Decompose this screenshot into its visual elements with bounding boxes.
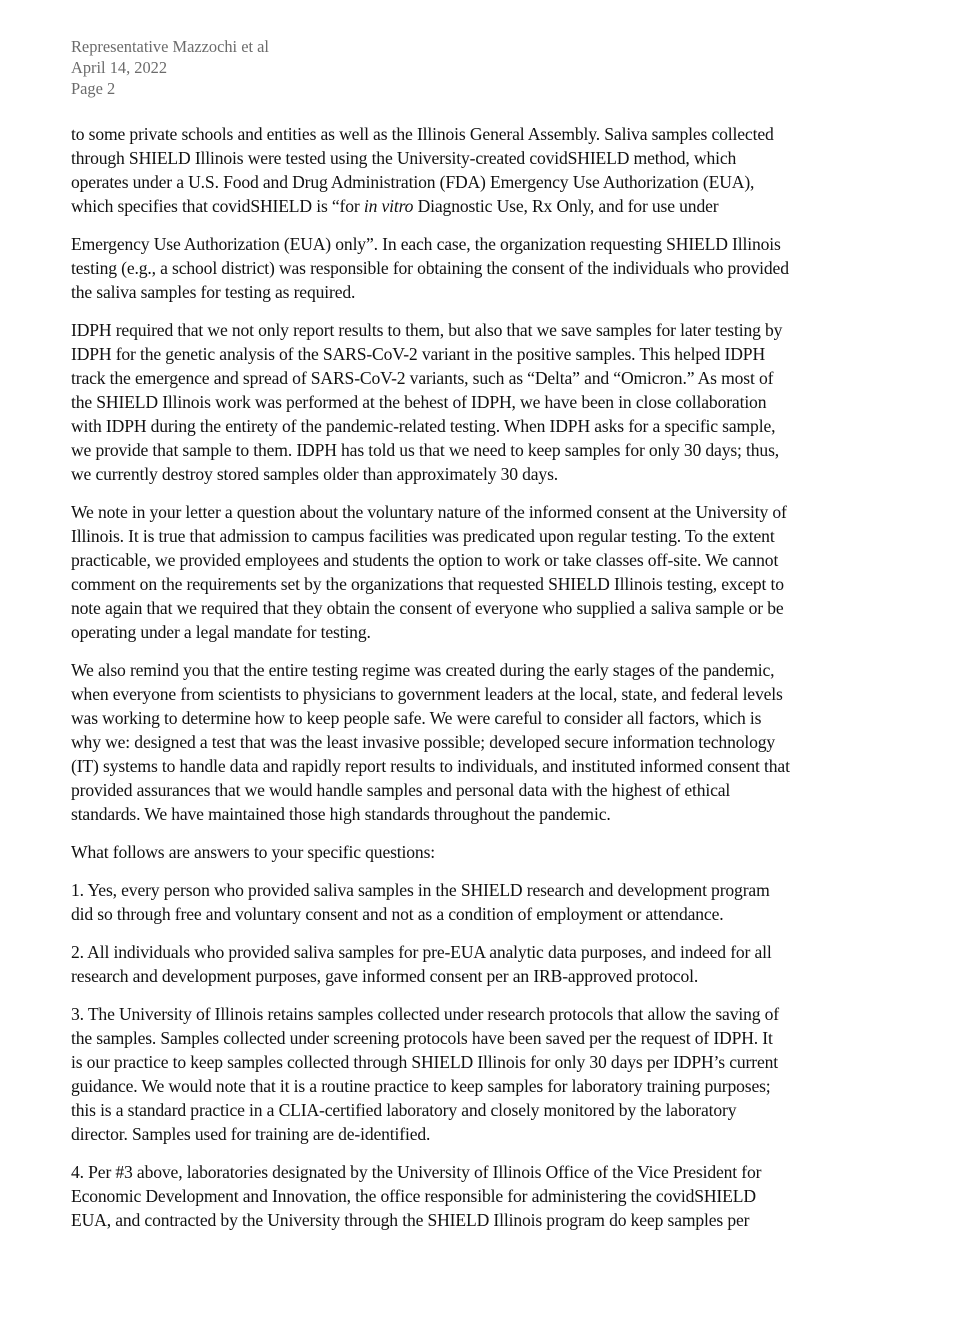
text-line: provided assurances that we would handle samples and personal data with the highest of ethical [71,780,731,800]
text-line: we currently destroy stored samples older than approximately 30 days. [71,464,559,484]
text-line: What follows are answers to your specific questions: [71,842,436,862]
letter-header [71,36,901,99]
text-line: standards. We have maintained those high standards throughout the pandemic. [71,804,611,824]
text-line: why we: designed a test that was the least invasive possible; developed secure information technology [71,732,776,752]
text-line: 3. The University of Illinois retains samples collected under research protocols that allow the saving of [71,1004,779,1024]
letter-page [71,36,901,1246]
text-line: 1. Yes, every person who provided saliva samples in the SHIELD research and development program [71,880,770,900]
text-line: Emergency Use Authorization (EUA) only”. In each case, the organization requesting SHIELD Illinois [71,234,781,254]
text-line: is our practice to keep samples collected through SHIELD Illinois for only 30 days per IDPH’s current [71,1052,778,1072]
text-line: 4. Per #3 above, laboratories designated by the University of Illinois Office of the Vice President for [71,1162,762,1182]
answer-item-1 [71,878,901,926]
text-line [71,194,901,218]
text-line: the SHIELD Illinois work was performed at the behest of IDPH, we have been in close collaboration [71,392,767,412]
text-line: the saliva samples for testing as required. [71,282,356,302]
text-line: we provide that sample to them. IDPH has told us that we need to keep samples for only 30 days; thus, [71,440,780,460]
text-line: IDPH for the genetic analysis of the SARS-CoV-2 variant in the positive samples. This helped IDPH [71,344,765,364]
text-line: practicable, we provided employees and students the option to work or take classes off-site. We cannot [71,550,779,570]
text-line: note again that we required that they obtain the consent of everyone who supplied a saliva sample or be [71,598,784,618]
paragraph-idph-requirements [71,318,901,486]
header-recipient: Representative Mazzochi et al [71,37,269,56]
text-line: We note in your letter a question about the voluntary nature of the informed consent at the University of [71,502,787,522]
answer-item-4 [71,1160,901,1232]
text-line: guidance. We would note that it is a routine practice to keep samples for laboratory training purposes; [71,1076,771,1096]
text-line: was working to determine how to keep people safe. We were careful to consider all factors, which is [71,708,762,728]
text-line: testing (e.g., a school district) was responsible for obtaining the consent of the individuals who provided [71,258,789,278]
text-line: Economic Development and Innovation, the office responsible for administering the covidSHIELD [71,1186,756,1206]
paragraph-consent-responsibility [71,232,901,304]
answer-item-2 [71,940,901,988]
paragraph-continuation [71,122,901,218]
header-date: April 14, 2022 [71,58,168,77]
text-line: track the emergence and spread of SARS-CoV-2 variants, such as “Delta” and “Omicron.” As most of [71,368,774,388]
italic-term-in-vitro: in vitro [363,196,414,216]
text-line: research and development purposes, gave informed consent per an IRB-approved protocol. [71,966,699,986]
text-line: did so through free and voluntary consent and not as a condition of employment or attendance. [71,904,724,924]
text-line: Illinois. It is true that admission to campus facilities was predicated upon regular testing. To the extent [71,526,775,546]
text-line: (IT) systems to handle data and rapidly report results to individuals, and instituted informed consent that [71,756,790,776]
paragraph-voluntary-nature [71,500,901,644]
text-line: when everyone from scientists to physicians to government leaders at the local, state, and federal levels [71,684,783,704]
text-line: EUA, and contracted by the University through the SHIELD Illinois program do keep samples per [71,1210,750,1230]
text-run: which specifies that covidSHIELD is “for [71,196,364,216]
text-line: with IDPH during the entirety of the pandemic-related testing. When IDPH asks for a specific sample, [71,416,776,436]
text-line: director. Samples used for training are de-identified. [71,1124,431,1144]
text-line: We also remind you that the entire testing regime was created during the early stages of the pandemic, [71,660,775,680]
text-line: through SHIELD Illinois were tested using the University-created covidSHIELD method, which [71,148,737,168]
text-line: operating under a legal mandate for testing. [71,622,371,642]
header-page-number: Page 2 [71,79,116,98]
text-line: 2. All individuals who provided saliva samples for pre-EUA analytic data purposes, and indeed for all [71,942,772,962]
text-line: the samples. Samples collected under screening protocols have been saved per the request of IDPH. It [71,1028,773,1048]
text-line: IDPH required that we not only report results to them, but also that we save samples for later testing by [71,320,783,340]
paragraph-answers-intro [71,840,901,864]
text-run: Diagnostic Use, Rx Only, and for use under [413,196,719,216]
answer-item-3 [71,1002,901,1146]
text-line: to some private schools and entities as well as the Illinois General Assembly. Saliva samples collected [71,124,774,144]
text-line: this is a standard practice in a CLIA-certified laboratory and closely monitored by the laboratory [71,1100,737,1120]
paragraph-testing-regime [71,658,901,826]
text-line: comment on the requirements set by the organizations that requested SHIELD Illinois testing, except to [71,574,784,594]
text-line: operates under a U.S. Food and Drug Administration (FDA) Emergency Use Authorization (EUA), [71,172,755,192]
